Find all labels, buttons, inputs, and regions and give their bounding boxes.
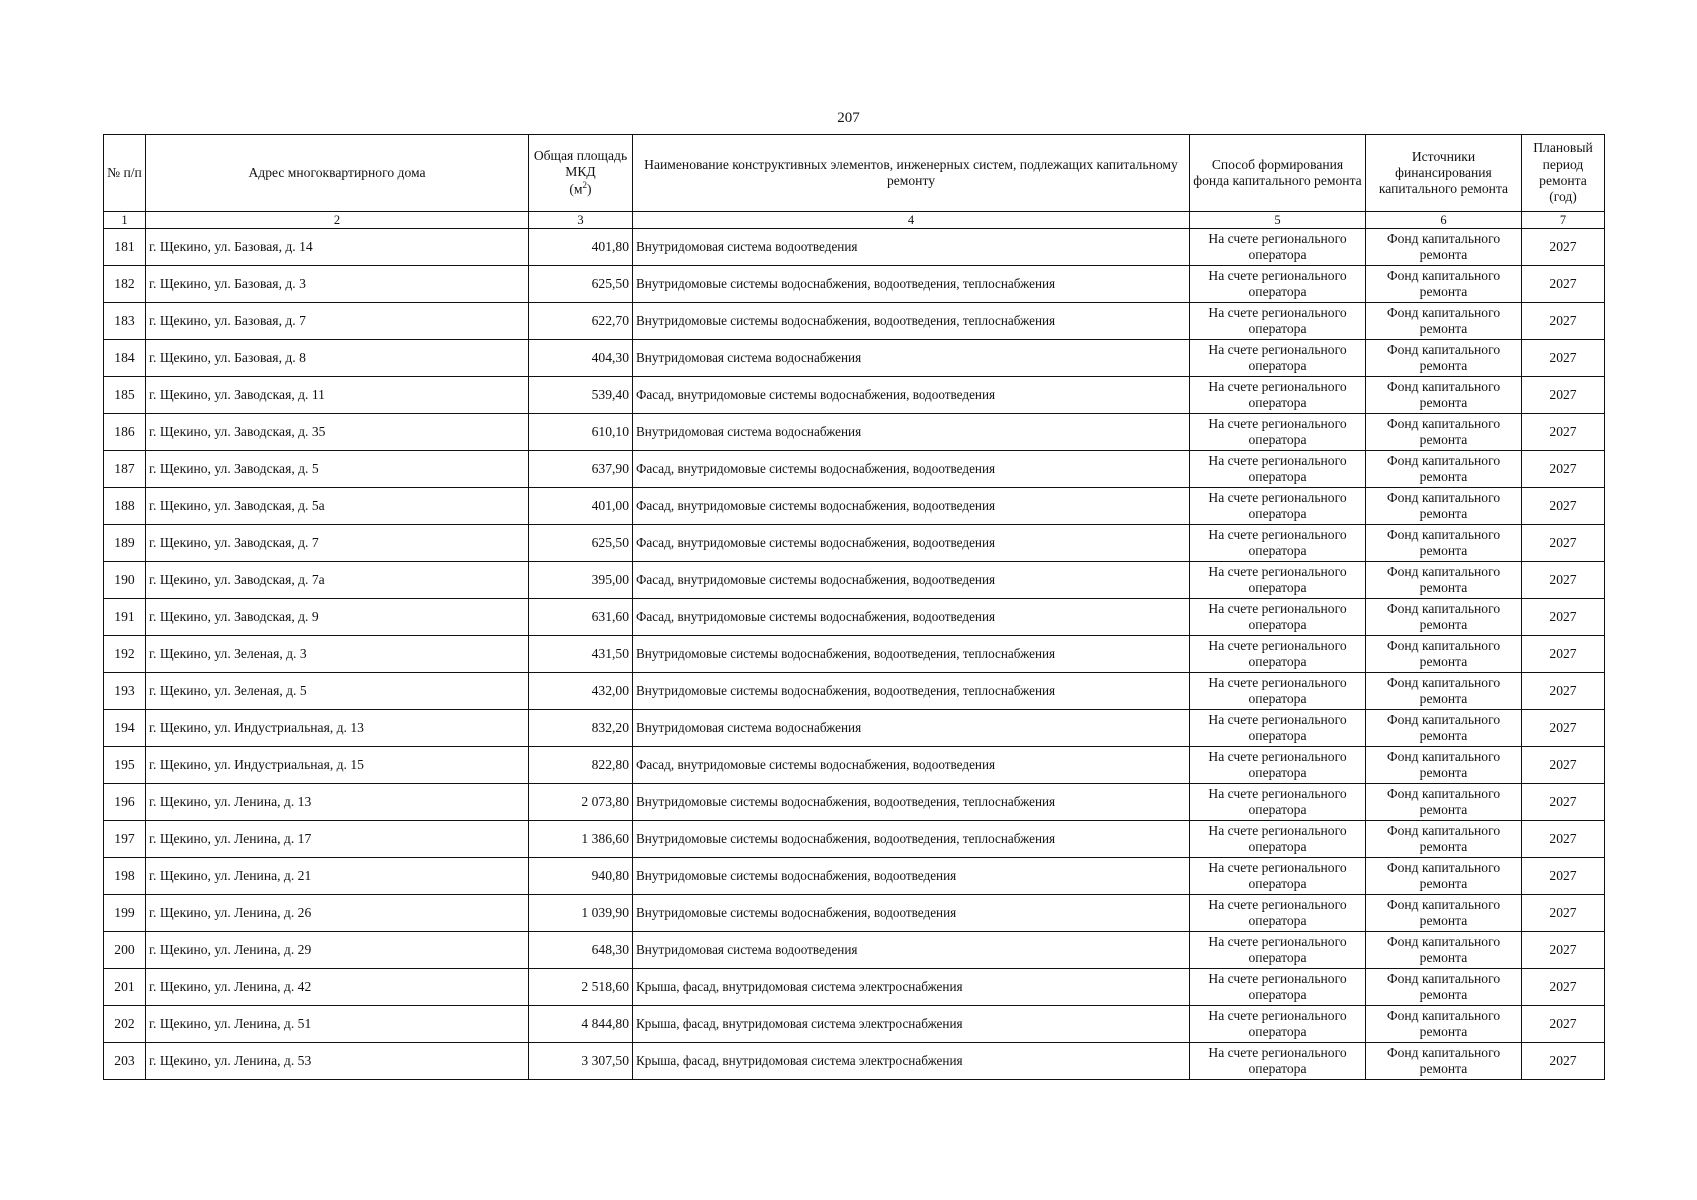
row-elements: Крыша, фасад, внутридомовая система электроснабжения — [633, 1006, 1190, 1043]
row-source: Фонд капитального ремонта — [1366, 673, 1522, 710]
row-source: Фонд капитального ремонта — [1366, 229, 1522, 266]
row-elements: Внутридомовые системы водоснабжения, водоотведения, теплоснабжения — [633, 266, 1190, 303]
row-elements: Внутридомовые системы водоснабжения, водоотведения, теплоснабжения — [633, 303, 1190, 340]
table-row — [104, 562, 1605, 599]
header-area — [529, 135, 633, 212]
row-method: На счете регионального оператора — [1190, 599, 1366, 636]
row-number: 194 — [104, 710, 146, 747]
header-number: № п/п — [104, 135, 146, 212]
row-area: 625,50 — [529, 266, 633, 303]
row-address: г. Щекино, ул. Базовая, д. 3 — [146, 266, 529, 303]
row-address: г. Щекино, ул. Ленина, д. 51 — [146, 1006, 529, 1043]
row-method: На счете регионального оператора — [1190, 303, 1366, 340]
row-number: 198 — [104, 858, 146, 895]
row-year: 2027 — [1522, 562, 1605, 599]
row-method: На счете регионального оператора — [1190, 414, 1366, 451]
header-elements: Наименование конструктивных элементов, инженерных систем, подлежащих капитальному ремонту — [633, 135, 1190, 212]
row-year: 2027 — [1522, 525, 1605, 562]
row-year: 2027 — [1522, 414, 1605, 451]
row-area: 1 039,90 — [529, 895, 633, 932]
row-number: 186 — [104, 414, 146, 451]
row-number: 202 — [104, 1006, 146, 1043]
row-source: Фонд капитального ремонта — [1366, 636, 1522, 673]
row-elements: Внутридомовые системы водоснабжения, водоотведения — [633, 858, 1190, 895]
row-area: 822,80 — [529, 747, 633, 784]
row-elements: Внутридомовые системы водоснабжения, водоотведения, теплоснабжения — [633, 636, 1190, 673]
row-method: На счете регионального оператора — [1190, 747, 1366, 784]
row-source: Фонд капитального ремонта — [1366, 266, 1522, 303]
table-row — [104, 932, 1605, 969]
row-area: 3 307,50 — [529, 1043, 633, 1080]
row-area: 625,50 — [529, 525, 633, 562]
row-area: 431,50 — [529, 636, 633, 673]
table-row — [104, 414, 1605, 451]
table-row — [104, 599, 1605, 636]
row-address: г. Щекино, ул. Ленина, д. 13 — [146, 784, 529, 821]
row-elements: Внутридомовые системы водоснабжения, водоотведения — [633, 895, 1190, 932]
column-number: 5 — [1190, 212, 1366, 229]
row-number: 188 — [104, 488, 146, 525]
row-area: 610,10 — [529, 414, 633, 451]
row-source: Фонд капитального ремонта — [1366, 1043, 1522, 1080]
row-year: 2027 — [1522, 340, 1605, 377]
capital-repair-table — [103, 134, 1605, 1080]
row-source: Фонд капитального ремонта — [1366, 488, 1522, 525]
header-area-unit-base: (м — [569, 181, 583, 197]
row-area: 2 073,80 — [529, 784, 633, 821]
row-method: На счете регионального оператора — [1190, 1006, 1366, 1043]
row-elements: Фасад, внутридомовые системы водоснабжения, водоотведения — [633, 525, 1190, 562]
row-method: На счете регионального оператора — [1190, 636, 1366, 673]
row-elements: Фасад, внутридомовые системы водоснабжения, водоотведения — [633, 747, 1190, 784]
column-number: 7 — [1522, 212, 1605, 229]
row-source: Фонд капитального ремонта — [1366, 747, 1522, 784]
row-year: 2027 — [1522, 969, 1605, 1006]
table-row — [104, 821, 1605, 858]
row-number: 185 — [104, 377, 146, 414]
column-number-row — [104, 212, 1605, 229]
table-row — [104, 488, 1605, 525]
row-year: 2027 — [1522, 266, 1605, 303]
table-row — [104, 525, 1605, 562]
row-address: г. Щекино, ул. Заводская, д. 5а — [146, 488, 529, 525]
row-area: 404,30 — [529, 340, 633, 377]
row-source: Фонд капитального ремонта — [1366, 932, 1522, 969]
row-address: г. Щекино, ул. Заводская, д. 7 — [146, 525, 529, 562]
row-area: 432,00 — [529, 673, 633, 710]
table-row — [104, 747, 1605, 784]
row-address: г. Щекино, ул. Ленина, д. 29 — [146, 932, 529, 969]
row-source: Фонд капитального ремонта — [1366, 1006, 1522, 1043]
row-area: 1 386,60 — [529, 821, 633, 858]
row-elements: Крыша, фасад, внутридомовая система электроснабжения — [633, 1043, 1190, 1080]
table-row — [104, 784, 1605, 821]
row-number: 200 — [104, 932, 146, 969]
row-number: 196 — [104, 784, 146, 821]
row-number: 195 — [104, 747, 146, 784]
row-elements: Внутридомовая система водоснабжения — [633, 414, 1190, 451]
header-year: Плановый период ремонта (год) — [1522, 135, 1605, 212]
table-row — [104, 895, 1605, 932]
row-source: Фонд капитального ремонта — [1366, 599, 1522, 636]
row-area: 401,00 — [529, 488, 633, 525]
row-elements: Крыша, фасад, внутридомовая система электроснабжения — [633, 969, 1190, 1006]
row-address: г. Щекино, ул. Базовая, д. 14 — [146, 229, 529, 266]
row-area: 539,40 — [529, 377, 633, 414]
row-year: 2027 — [1522, 1043, 1605, 1080]
row-year: 2027 — [1522, 636, 1605, 673]
row-source: Фонд капитального ремонта — [1366, 858, 1522, 895]
row-source: Фонд капитального ремонта — [1366, 525, 1522, 562]
table-row — [104, 340, 1605, 377]
table-row — [104, 858, 1605, 895]
row-number: 181 — [104, 229, 146, 266]
row-number: 182 — [104, 266, 146, 303]
row-area: 395,00 — [529, 562, 633, 599]
row-area: 401,80 — [529, 229, 633, 266]
row-method: На счете регионального оператора — [1190, 562, 1366, 599]
table-row — [104, 266, 1605, 303]
row-address: г. Щекино, ул. Зеленая, д. 5 — [146, 673, 529, 710]
row-year: 2027 — [1522, 377, 1605, 414]
row-year: 2027 — [1522, 895, 1605, 932]
row-source: Фонд капитального ремонта — [1366, 562, 1522, 599]
row-method: На счете регионального оператора — [1190, 710, 1366, 747]
row-method: На счете регионального оператора — [1190, 821, 1366, 858]
row-elements: Фасад, внутридомовые системы водоснабжения, водоотведения — [633, 451, 1190, 488]
row-address: г. Щекино, ул. Индустриальная, д. 15 — [146, 747, 529, 784]
row-source: Фонд капитального ремонта — [1366, 377, 1522, 414]
row-year: 2027 — [1522, 451, 1605, 488]
column-number: 4 — [633, 212, 1190, 229]
row-source: Фонд капитального ремонта — [1366, 414, 1522, 451]
row-address: г. Щекино, ул. Заводская, д. 11 — [146, 377, 529, 414]
row-method: На счете регионального оператора — [1190, 451, 1366, 488]
row-address: г. Щекино, ул. Ленина, д. 26 — [146, 895, 529, 932]
row-area: 832,20 — [529, 710, 633, 747]
row-year: 2027 — [1522, 932, 1605, 969]
row-area: 4 844,80 — [529, 1006, 633, 1043]
header-area-unit-close: ) — [587, 181, 592, 197]
row-source: Фонд капитального ремонта — [1366, 451, 1522, 488]
row-method: На счете регионального оператора — [1190, 969, 1366, 1006]
row-method: На счете регионального оператора — [1190, 377, 1366, 414]
row-number: 203 — [104, 1043, 146, 1080]
row-source: Фонд капитального ремонта — [1366, 969, 1522, 1006]
row-number: 191 — [104, 599, 146, 636]
row-elements: Внутридомовые системы водоснабжения, водоотведения, теплоснабжения — [633, 784, 1190, 821]
row-area: 2 518,60 — [529, 969, 633, 1006]
row-address: г. Щекино, ул. Заводская, д. 9 — [146, 599, 529, 636]
row-address: г. Щекино, ул. Базовая, д. 8 — [146, 340, 529, 377]
row-year: 2027 — [1522, 303, 1605, 340]
table-body — [104, 229, 1605, 1080]
row-year: 2027 — [1522, 1006, 1605, 1043]
row-area: 940,80 — [529, 858, 633, 895]
table-row — [104, 673, 1605, 710]
row-elements: Внутридомовая система водоотведения — [633, 932, 1190, 969]
row-area: 622,70 — [529, 303, 633, 340]
header-area-label: Общая площадь МКД — [533, 147, 628, 180]
row-number: 201 — [104, 969, 146, 1006]
row-number: 189 — [104, 525, 146, 562]
row-area: 637,90 — [529, 451, 633, 488]
header-row — [104, 135, 1605, 212]
row-address: г. Щекино, ул. Заводская, д. 35 — [146, 414, 529, 451]
row-number: 187 — [104, 451, 146, 488]
row-source: Фонд капитального ремонта — [1366, 710, 1522, 747]
table-row — [104, 451, 1605, 488]
column-number: 2 — [146, 212, 529, 229]
row-method: На счете регионального оператора — [1190, 525, 1366, 562]
row-elements: Внутридомовые системы водоснабжения, водоотведения, теплоснабжения — [633, 673, 1190, 710]
row-number: 197 — [104, 821, 146, 858]
row-address: г. Щекино, ул. Заводская, д. 5 — [146, 451, 529, 488]
row-elements: Фасад, внутридомовые системы водоснабжения, водоотведения — [633, 377, 1190, 414]
row-address: г. Щекино, ул. Базовая, д. 7 — [146, 303, 529, 340]
row-year: 2027 — [1522, 673, 1605, 710]
row-method: На счете регионального оператора — [1190, 229, 1366, 266]
row-elements: Внутридомовые системы водоснабжения, водоотведения, теплоснабжения — [633, 821, 1190, 858]
table-row — [104, 377, 1605, 414]
row-year: 2027 — [1522, 784, 1605, 821]
table-row — [104, 229, 1605, 266]
row-year: 2027 — [1522, 710, 1605, 747]
row-method: На счете регионального оператора — [1190, 858, 1366, 895]
column-number: 1 — [104, 212, 146, 229]
row-method: На счете регионального оператора — [1190, 266, 1366, 303]
row-method: На счете регионального оператора — [1190, 932, 1366, 969]
header-method: Способ формирования фонда капитального ремонта — [1190, 135, 1366, 212]
row-source: Фонд капитального ремонта — [1366, 340, 1522, 377]
header-address: Адрес многоквартирного дома — [146, 135, 529, 212]
header-source: Источники финансирования капитального ремонта — [1366, 135, 1522, 212]
row-elements: Внутридомовая система водоснабжения — [633, 340, 1190, 377]
row-method: На счете регионального оператора — [1190, 488, 1366, 525]
row-method: На счете регионального оператора — [1190, 895, 1366, 932]
row-address: г. Щекино, ул. Индустриальная, д. 13 — [146, 710, 529, 747]
table-row — [104, 1043, 1605, 1080]
row-method: На счете регионального оператора — [1190, 1043, 1366, 1080]
column-number: 6 — [1366, 212, 1522, 229]
row-year: 2027 — [1522, 858, 1605, 895]
row-address: г. Щекино, ул. Ленина, д. 42 — [146, 969, 529, 1006]
table-row — [104, 1006, 1605, 1043]
row-source: Фонд капитального ремонта — [1366, 303, 1522, 340]
row-source: Фонд капитального ремонта — [1366, 784, 1522, 821]
row-elements: Фасад, внутридомовые системы водоснабжения, водоотведения — [633, 488, 1190, 525]
row-number: 192 — [104, 636, 146, 673]
row-year: 2027 — [1522, 488, 1605, 525]
row-year: 2027 — [1522, 747, 1605, 784]
row-source: Фонд капитального ремонта — [1366, 821, 1522, 858]
column-number: 3 — [529, 212, 633, 229]
row-address: г. Щекино, ул. Ленина, д. 17 — [146, 821, 529, 858]
row-address: г. Щекино, ул. Ленина, д. 53 — [146, 1043, 529, 1080]
row-elements: Фасад, внутридомовые системы водоснабжения, водоотведения — [633, 562, 1190, 599]
page-number: 207 — [837, 110, 860, 126]
row-area: 631,60 — [529, 599, 633, 636]
row-number: 183 — [104, 303, 146, 340]
row-source: Фонд капитального ремонта — [1366, 895, 1522, 932]
header-area-unit-sup: 2 — [582, 180, 588, 191]
row-elements: Внутридомовая система водоотведения — [633, 229, 1190, 266]
row-elements: Фасад, внутридомовые системы водоснабжения, водоотведения — [633, 599, 1190, 636]
row-year: 2027 — [1522, 229, 1605, 266]
row-method: На счете регионального оператора — [1190, 673, 1366, 710]
row-number: 190 — [104, 562, 146, 599]
row-elements: Внутридомовая система водоснабжения — [633, 710, 1190, 747]
row-address: г. Щекино, ул. Зеленая, д. 3 — [146, 636, 529, 673]
row-area: 648,30 — [529, 932, 633, 969]
row-year: 2027 — [1522, 599, 1605, 636]
row-method: На счете регионального оператора — [1190, 340, 1366, 377]
table-row — [104, 969, 1605, 1006]
row-number: 193 — [104, 673, 146, 710]
table-row — [104, 636, 1605, 673]
row-address: г. Щекино, ул. Заводская, д. 7а — [146, 562, 529, 599]
row-method: На счете регионального оператора — [1190, 784, 1366, 821]
row-number: 199 — [104, 895, 146, 932]
table-row — [104, 303, 1605, 340]
row-year: 2027 — [1522, 821, 1605, 858]
row-address: г. Щекино, ул. Ленина, д. 21 — [146, 858, 529, 895]
table-row — [104, 710, 1605, 747]
row-number: 184 — [104, 340, 146, 377]
